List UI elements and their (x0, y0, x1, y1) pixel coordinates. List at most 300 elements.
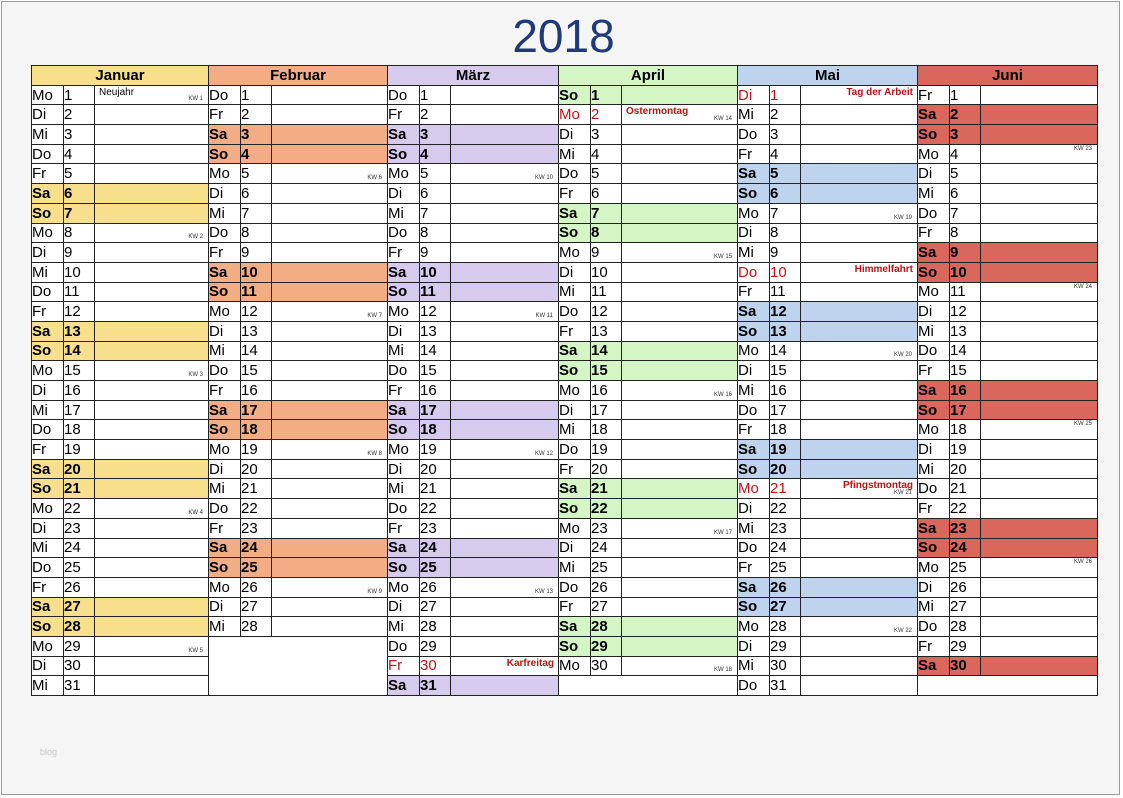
event-cell (451, 400, 559, 420)
weekday-cell: Mi (738, 105, 770, 125)
day-number-cell: 1 (241, 85, 272, 105)
day-number-cell: 10 (64, 262, 95, 282)
weekday-cell: Fr (388, 518, 420, 538)
weekday-cell: Mo (918, 558, 950, 578)
event-cell (272, 223, 388, 243)
weekday-cell: Fr (738, 144, 770, 164)
weekday-cell: Mo (559, 105, 591, 125)
day-number-cell: 20 (950, 459, 981, 479)
weekday-cell: Sa (738, 577, 770, 597)
holiday-label: Pfingstmontag (843, 480, 913, 492)
event-cell (801, 479, 918, 499)
weekday-cell: Di (559, 400, 591, 420)
weekday-cell: Sa (918, 243, 950, 263)
day-number-cell: 21 (420, 479, 451, 499)
event-cell (272, 105, 388, 125)
weekday-cell: Mo (559, 381, 591, 401)
event-cell (622, 282, 738, 302)
weekday-cell: Mi (738, 656, 770, 676)
day-number-cell: 20 (64, 459, 95, 479)
weekday-cell: Mi (32, 676, 64, 696)
day-number-cell: 6 (591, 184, 622, 204)
weekday-cell: Sa (32, 597, 64, 617)
weekday-cell: So (388, 558, 420, 578)
weekday-cell: Fr (559, 184, 591, 204)
event-cell (981, 577, 1098, 597)
event-cell (801, 518, 918, 538)
day-row (32, 282, 1098, 302)
weekday-cell: Mi (32, 262, 64, 282)
event-cell (801, 164, 918, 184)
day-number-cell: 12 (64, 302, 95, 322)
event-cell (622, 144, 738, 164)
weekday-cell: Sa (388, 125, 420, 145)
day-number-cell: 26 (241, 577, 272, 597)
day-number-cell: 5 (591, 164, 622, 184)
day-number-cell: 15 (591, 361, 622, 381)
weekday-cell: So (388, 420, 420, 440)
weekday-cell: Do (738, 676, 770, 696)
day-row (32, 499, 1098, 519)
event-cell (95, 105, 209, 125)
event-cell (95, 282, 209, 302)
day-number-cell: 5 (770, 164, 801, 184)
weekday-cell: Fr (388, 105, 420, 125)
day-number-cell: 23 (591, 518, 622, 538)
event-cell (272, 282, 388, 302)
month-header: März (388, 66, 559, 86)
day-number-cell: 22 (591, 499, 622, 519)
calendar-week-label: KW 5 (188, 647, 203, 654)
event-cell (622, 302, 738, 322)
day-row (32, 321, 1098, 341)
day-number-cell: 20 (420, 459, 451, 479)
day-number-cell: 15 (770, 361, 801, 381)
event-cell (801, 656, 918, 676)
day-number-cell: 3 (241, 125, 272, 145)
event-cell (451, 262, 559, 282)
event-cell (622, 85, 738, 105)
event-cell (272, 558, 388, 578)
weekday-cell: So (918, 400, 950, 420)
event-cell (622, 361, 738, 381)
day-number-cell: 30 (770, 656, 801, 676)
day-number-cell: 7 (64, 203, 95, 223)
day-number-cell: 2 (950, 105, 981, 125)
weekday-cell: Sa (918, 656, 950, 676)
weekday-cell: Sa (388, 538, 420, 558)
day-number-cell: 2 (420, 105, 451, 125)
day-number-cell: 30 (420, 656, 451, 676)
event-cell (981, 223, 1098, 243)
event-cell (622, 479, 738, 499)
weekday-cell: So (209, 144, 241, 164)
day-number-cell: 30 (950, 656, 981, 676)
weekday-cell: So (918, 538, 950, 558)
day-number-cell: 8 (64, 223, 95, 243)
calendar-week-label: KW 11 (535, 312, 553, 319)
weekday-cell: Mi (559, 144, 591, 164)
event-cell (95, 125, 209, 145)
event-cell (451, 105, 559, 125)
day-row (32, 144, 1098, 164)
month-header: Juni (918, 66, 1098, 86)
weekday-cell: So (388, 282, 420, 302)
event-cell (95, 321, 209, 341)
weekday-cell: Mo (32, 499, 64, 519)
event-cell (451, 577, 559, 597)
event-cell (272, 381, 388, 401)
weekday-cell: Mo (918, 144, 950, 164)
weekday-cell: Fr (559, 597, 591, 617)
event-cell (801, 636, 918, 656)
weekday-cell: Fr (388, 656, 420, 676)
weekday-cell: Sa (918, 381, 950, 401)
day-number-cell: 3 (770, 125, 801, 145)
event-cell (801, 203, 918, 223)
day-number-cell: 31 (420, 676, 451, 696)
day-number-cell: 1 (420, 85, 451, 105)
weekday-cell: Do (738, 538, 770, 558)
event-cell (622, 440, 738, 460)
weekday-cell: So (209, 558, 241, 578)
empty-cell (209, 636, 388, 695)
day-row (32, 164, 1098, 184)
weekday-cell: Fr (559, 459, 591, 479)
weekday-cell: Di (32, 656, 64, 676)
event-cell (622, 617, 738, 637)
weekday-cell: Mi (209, 617, 241, 637)
event-cell (451, 361, 559, 381)
weekday-cell: Mo (32, 636, 64, 656)
weekday-cell: Sa (559, 617, 591, 637)
month-header: Februar (209, 66, 388, 86)
day-number-cell: 21 (64, 479, 95, 499)
weekday-cell: Di (388, 459, 420, 479)
weekday-cell: So (209, 282, 241, 302)
event-cell (272, 302, 388, 322)
event-cell (272, 144, 388, 164)
day-row (32, 223, 1098, 243)
weekday-cell: Sa (559, 479, 591, 499)
event-cell (451, 85, 559, 105)
event-cell (95, 400, 209, 420)
day-number-cell: 8 (241, 223, 272, 243)
weekday-cell: Do (559, 440, 591, 460)
day-number-cell: 14 (64, 341, 95, 361)
event-cell (272, 361, 388, 381)
day-number-cell: 23 (770, 518, 801, 538)
event-cell (622, 105, 738, 125)
day-number-cell: 8 (770, 223, 801, 243)
empty-cell (559, 676, 738, 696)
event-cell (981, 262, 1098, 282)
weekday-cell: Fr (209, 381, 241, 401)
weekday-cell: Mi (32, 400, 64, 420)
weekday-cell: Sa (559, 203, 591, 223)
weekday-cell: Do (209, 85, 241, 105)
weekday-cell: So (738, 184, 770, 204)
weekday-cell: Mo (32, 223, 64, 243)
weekday-cell: Do (209, 223, 241, 243)
day-number-cell: 16 (591, 381, 622, 401)
event-cell (981, 499, 1098, 519)
day-row (32, 400, 1098, 420)
calendar-week-label: KW 2 (188, 234, 203, 241)
day-number-cell: 30 (64, 656, 95, 676)
weekday-cell: Sa (209, 125, 241, 145)
weekday-cell: So (559, 361, 591, 381)
holiday-label: Tag der Arbeit (846, 86, 913, 98)
weekday-cell: Do (209, 361, 241, 381)
event-cell (451, 381, 559, 401)
calendar-table (31, 65, 1098, 696)
event-cell (981, 184, 1098, 204)
event-cell (272, 184, 388, 204)
year-title: 2018 (512, 10, 615, 62)
event-cell (801, 440, 918, 460)
weekday-cell: Di (559, 262, 591, 282)
event-cell (801, 243, 918, 263)
event-cell (451, 184, 559, 204)
day-row (32, 243, 1098, 263)
day-number-cell: 4 (591, 144, 622, 164)
weekday-cell: Do (918, 479, 950, 499)
event-cell (622, 321, 738, 341)
day-number-cell: 7 (241, 203, 272, 223)
day-number-cell: 26 (770, 577, 801, 597)
weekday-cell: Sa (209, 538, 241, 558)
day-number-cell: 22 (241, 499, 272, 519)
event-cell (95, 538, 209, 558)
calendar-week-label: KW 15 (713, 253, 732, 260)
weekday-cell: Di (32, 518, 64, 538)
event-cell (981, 479, 1098, 499)
event-cell (95, 302, 209, 322)
event-cell (801, 184, 918, 204)
day-number-cell: 18 (241, 420, 272, 440)
event-cell (451, 676, 559, 696)
day-number-cell: 2 (241, 105, 272, 125)
day-number-cell: 24 (950, 538, 981, 558)
month-header: Januar (32, 66, 209, 86)
day-number-cell: 7 (591, 203, 622, 223)
day-number-cell: 31 (64, 676, 95, 696)
event-cell (801, 400, 918, 420)
event-cell (272, 577, 388, 597)
day-number-cell: 6 (64, 184, 95, 204)
event-cell (272, 341, 388, 361)
calendar-page (1, 1, 1120, 795)
event-cell (801, 676, 918, 696)
weekday-cell: Mi (918, 459, 950, 479)
calendar-week-label: KW 14 (713, 116, 732, 123)
day-number-cell: 3 (420, 125, 451, 145)
calendar-week-label: KW 19 (893, 214, 912, 221)
weekday-cell: Mi (388, 341, 420, 361)
weekday-cell: Do (738, 125, 770, 145)
day-number-cell: 17 (420, 400, 451, 420)
day-number-cell: 5 (420, 164, 451, 184)
event-cell (451, 223, 559, 243)
day-row (32, 203, 1098, 223)
day-row (32, 676, 1098, 696)
day-number-cell: 28 (591, 617, 622, 637)
day-number-cell: 20 (591, 459, 622, 479)
weekday-cell: Do (388, 636, 420, 656)
event-cell (95, 617, 209, 637)
event-cell (451, 597, 559, 617)
weekday-cell: Mo (209, 164, 241, 184)
day-number-cell: 21 (950, 479, 981, 499)
weekday-cell: Do (559, 164, 591, 184)
event-cell (981, 597, 1098, 617)
day-number-cell: 11 (64, 282, 95, 302)
day-number-cell: 27 (241, 597, 272, 617)
day-number-cell: 4 (241, 144, 272, 164)
weekday-cell: Mo (388, 440, 420, 460)
weekday-cell: Di (918, 577, 950, 597)
day-number-cell: 2 (770, 105, 801, 125)
weekday-cell: Di (738, 361, 770, 381)
weekday-cell: Mo (209, 440, 241, 460)
event-cell (801, 459, 918, 479)
weekday-cell: Mi (209, 479, 241, 499)
weekday-cell: Mo (388, 302, 420, 322)
day-number-cell: 18 (591, 420, 622, 440)
weekday-cell: Di (559, 538, 591, 558)
weekday-cell: Fr (559, 321, 591, 341)
event-cell (451, 125, 559, 145)
weekday-cell: Sa (738, 164, 770, 184)
event-cell (95, 558, 209, 578)
day-number-cell: 16 (770, 381, 801, 401)
day-number-cell: 25 (241, 558, 272, 578)
event-cell (95, 144, 209, 164)
calendar-week-label: KW 18 (713, 667, 732, 674)
event-cell (451, 636, 559, 656)
day-number-cell: 4 (420, 144, 451, 164)
event-cell (95, 341, 209, 361)
event-cell (451, 144, 559, 164)
calendar-week-label: KW 24 (1073, 283, 1092, 290)
weekday-cell: Di (738, 499, 770, 519)
weekday-cell: Mo (738, 479, 770, 499)
weekday-cell: So (32, 617, 64, 637)
day-number-cell: 16 (64, 381, 95, 401)
event-cell (981, 164, 1098, 184)
day-number-cell: 26 (64, 577, 95, 597)
weekday-cell: Di (209, 184, 241, 204)
event-cell (622, 558, 738, 578)
weekday-cell: Mo (209, 302, 241, 322)
day-row (32, 85, 1098, 105)
day-number-cell: 3 (64, 125, 95, 145)
day-number-cell: 8 (950, 223, 981, 243)
weekday-cell: Do (32, 420, 64, 440)
weekday-cell: Do (32, 282, 64, 302)
weekday-cell: Di (388, 321, 420, 341)
day-number-cell: 14 (420, 341, 451, 361)
weekday-cell: Do (918, 341, 950, 361)
weekday-cell: Fr (738, 420, 770, 440)
day-number-cell: 14 (950, 341, 981, 361)
event-cell (272, 597, 388, 617)
weekday-cell: Di (559, 125, 591, 145)
event-cell (622, 420, 738, 440)
weekday-cell: Di (738, 85, 770, 105)
event-cell (272, 321, 388, 341)
event-cell (981, 538, 1098, 558)
calendar-week-label: KW 16 (713, 391, 732, 398)
event-cell (272, 499, 388, 519)
weekday-cell: Do (388, 361, 420, 381)
day-number-cell: 11 (241, 282, 272, 302)
event-cell (451, 302, 559, 322)
weekday-cell: Mo (918, 420, 950, 440)
day-number-cell: 2 (591, 105, 622, 125)
event-cell (981, 85, 1098, 105)
weekday-cell: Sa (388, 262, 420, 282)
calendar-week-label: KW 13 (534, 588, 553, 595)
calendar-week-label: KW 1 (188, 96, 203, 103)
event-cell (451, 282, 559, 302)
calendar-week-label: KW 20 (893, 352, 912, 359)
event-cell (95, 597, 209, 617)
event-cell (95, 85, 209, 105)
weekday-cell: Do (388, 85, 420, 105)
event-cell (622, 459, 738, 479)
event-cell (451, 617, 559, 637)
day-number-cell: 12 (420, 302, 451, 322)
day-number-cell: 27 (770, 597, 801, 617)
event-cell (95, 636, 209, 656)
day-number-cell: 29 (591, 636, 622, 656)
day-row (32, 381, 1098, 401)
day-number-cell: 15 (64, 361, 95, 381)
weekday-cell: Fr (32, 577, 64, 597)
day-number-cell: 27 (64, 597, 95, 617)
day-number-cell: 12 (241, 302, 272, 322)
day-number-cell: 14 (241, 341, 272, 361)
weekday-cell: Sa (209, 400, 241, 420)
day-number-cell: 4 (770, 144, 801, 164)
weekday-cell: Sa (738, 440, 770, 460)
weekday-cell: So (918, 262, 950, 282)
day-number-cell: 30 (591, 656, 622, 676)
weekday-cell: Di (209, 597, 241, 617)
event-cell (981, 459, 1098, 479)
day-number-cell: 17 (770, 400, 801, 420)
weekday-cell: Fr (209, 243, 241, 263)
weekday-cell: Sa (559, 341, 591, 361)
watermark: blog (40, 747, 58, 757)
event-cell (95, 577, 209, 597)
event-cell (981, 440, 1098, 460)
weekday-cell: So (559, 499, 591, 519)
day-number-cell: 6 (420, 184, 451, 204)
weekday-cell: So (918, 125, 950, 145)
event-cell (801, 341, 918, 361)
weekday-cell: Mi (918, 597, 950, 617)
weekday-cell: So (738, 597, 770, 617)
day-number-cell: 18 (64, 420, 95, 440)
event-cell (981, 636, 1098, 656)
day-number-cell: 18 (950, 420, 981, 440)
event-cell (272, 262, 388, 282)
day-number-cell: 10 (420, 262, 451, 282)
weekday-cell: Mo (738, 341, 770, 361)
